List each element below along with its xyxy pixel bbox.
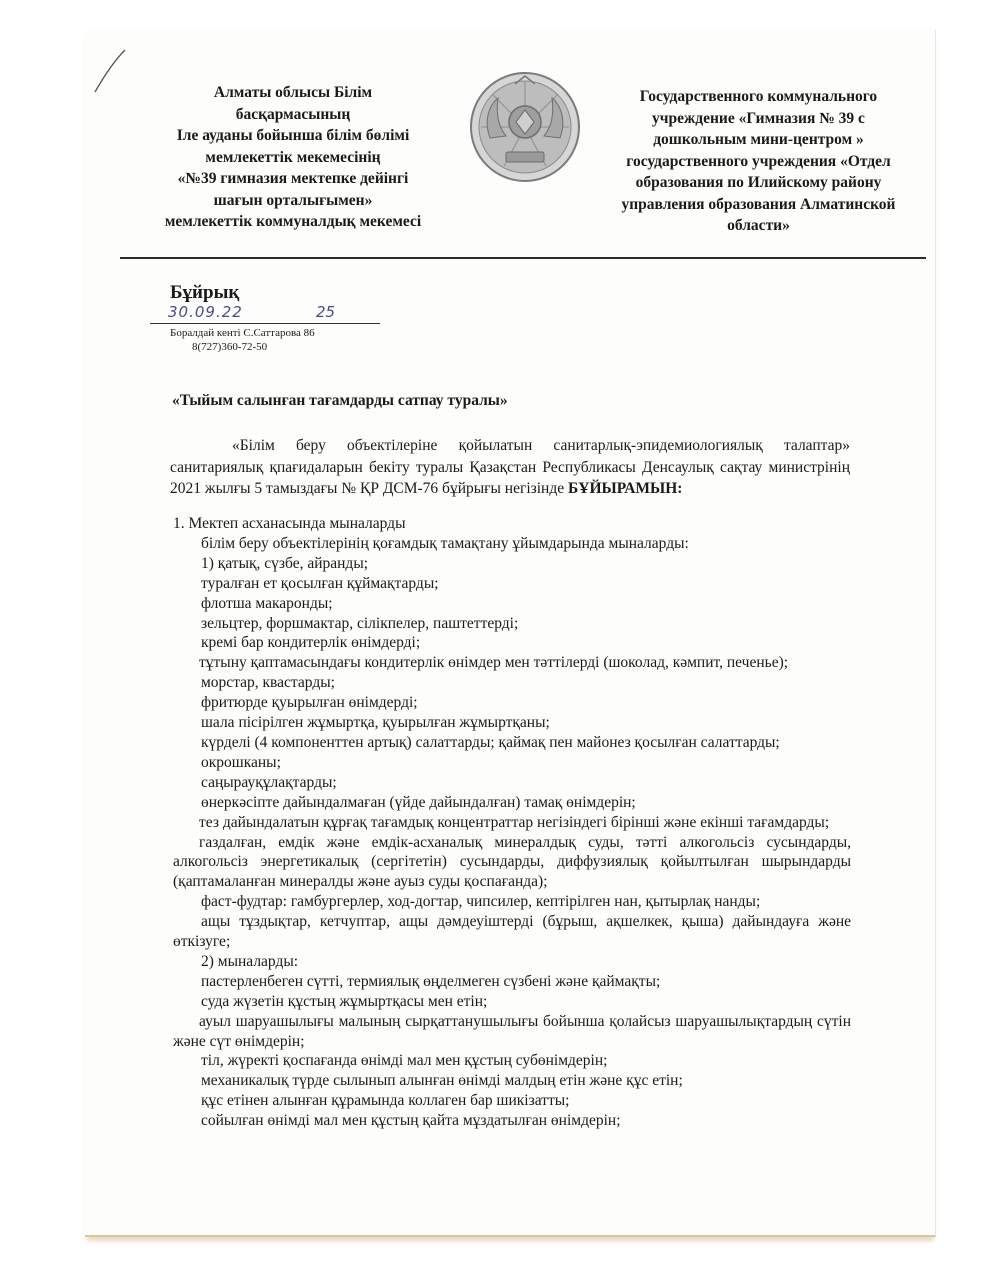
header-left-line: мемлекеттік мекемесінің <box>205 148 381 166</box>
header-right-line: образования по Илийскому району <box>635 174 882 191</box>
list-item: құс етінен алынған құрамында коллаген бар шикізатты; <box>201 1092 570 1110</box>
order-address <box>170 326 315 354</box>
list-item: суда жүзетін құстың жұмыртқасы мен етін; <box>201 992 488 1010</box>
list-item: сойылған өнімді мал мен құстың қайта мұздатылған өнімдерін; <box>201 1112 621 1130</box>
header-right-line: государственного учреждения «Отдел <box>626 152 891 170</box>
list-item: туралған ет қосылған құймақтарды; <box>201 574 439 592</box>
state-emblem-icon <box>466 68 584 186</box>
list-item: флотша макаронды; <box>201 594 333 612</box>
list-item: механикалық түрде сылынып алынған өнімді малдың етін және құс етін; <box>201 1072 683 1090</box>
order-title: Бұйрық <box>170 282 240 303</box>
header-left-line: Іле ауданы бойынша білім бөлімі <box>176 127 410 144</box>
prohibited-foods-list <box>173 514 851 1131</box>
list-item: күрделі (4 компоненттен артық) салаттарды; қаймақ пен майонез қосылған салаттарды; <box>201 733 780 751</box>
document-subject: «Тыйым салынған тағамдарды сатпау туралы» <box>172 392 508 409</box>
address-line: Боралдай кенті С.Саттарова 86 <box>170 327 315 339</box>
list-item: морстар, квастарды; <box>201 674 335 692</box>
list-item: кремі бар кондитерлік өнімдерді; <box>201 634 421 652</box>
header-left-line: басқармасының <box>235 105 351 123</box>
list-item: тез дайындалатын құрғақ тағамдық концентраттар негізіндегі бірінші және екінші тағамдарды; <box>199 813 830 831</box>
order-underline <box>150 323 380 324</box>
preamble-command: БҰЙЫРАМЫН: <box>568 480 683 497</box>
list-item: тіл, жүректі қоспағанда өнімді мал мен құстың субөнімдерін; <box>201 1052 608 1070</box>
list-item: фритюрде қуырылған өнімдерді; <box>201 694 418 712</box>
header-left-organization <box>118 82 468 233</box>
list-item: зельцтер, форшмактар, сілікпелер, паштеттерді; <box>201 614 519 632</box>
list-item: 1) қатық, сүзбе, айранды; <box>201 554 369 572</box>
header-left-line: мемлекеттік коммуналдық мекемесі <box>164 213 422 230</box>
list-item: шала пісірілген жұмыртқа, қуырылған жұмыртқаны; <box>201 714 550 732</box>
header-left-line: «№39 гимназия мектепке дейінгі <box>177 170 409 187</box>
list-item: саңырауқұлақтарды; <box>201 773 337 791</box>
list-item: газдалған, емдік және емдік-асханалық минералдық суды, тәтті алкогольсіз сусындарды, алкогольсіз энергетикалық (сергітетін) сусындарды, диффузиялық қойылтылған шырындарды (қаптамаланған минералды және ауыз суды қоспағанда); <box>173 833 851 891</box>
header-right-line: Государственного коммунального <box>639 88 878 105</box>
list-item: тұтыну қаптамасындағы кондитерлік өнімдер мен тәттілерді (шоколад, кәмпит, печенье); <box>199 654 789 672</box>
order-date: 30.09.22 <box>168 303 243 321</box>
phone-line: 8(727)360-72-50 <box>192 341 268 353</box>
header-right-line: дошкольным мини-центром » <box>653 131 864 148</box>
document-preamble <box>170 435 850 500</box>
list-item: пастерленбеген сүтті, термиялық өңделмеген сүзбені және қаймақты; <box>201 972 661 990</box>
header-right-line: области» <box>727 217 790 234</box>
header-right-organization <box>596 86 921 237</box>
preamble-text: «Білім беру объектілеріне қойылатын санитарлық-эпидемиологиялық талаптар» санитариялық қпағидаларын бекіту туралы Қазақстан Республикасы Денсаулық сақтау министрінің 2021 жылғы 5 тамыздағы № ҚР ДСМ-76 бұйрығы негізінде <box>170 437 850 497</box>
list-item: өнеркәсіпте дайындалмаған (үйде дайындалған) тамақ өнімдерін; <box>201 793 636 811</box>
header-right-line: учреждение «Гимназия № 39 с <box>652 109 865 127</box>
list-item: 1. Мектеп асханасында мыналарды <box>173 515 406 532</box>
header-divider <box>120 257 926 259</box>
list-item: білім беру объектілерінің қоғамдық тамақтану ұйымдарында мыналарды: <box>201 534 689 552</box>
list-item: 2) мыналарды: <box>201 952 299 970</box>
list-item: фаст-фудтар: гамбургерлер, ход-догтар, чипсилер, кептірілген нан, қытырлақ нанды; <box>201 893 761 911</box>
list-item: окрошканы; <box>201 753 281 771</box>
header-right-line: управления образования Алматинской <box>621 195 896 213</box>
header-left-line: шағын орталығымен» <box>213 191 373 209</box>
list-item: ащы тұздықтар, кетчуптар, ащы дәмдеуіштерді (бұрыш, ақшелкек, қыша) дайындауға және өткізуге; <box>173 913 851 951</box>
list-item: ауыл шаруашылығы малының сырқаттанушылығы бойынша қолайсыз шаруашылықтардың сүтін және сүт өнімдерін; <box>173 1012 851 1050</box>
order-number: 25 <box>316 303 336 321</box>
header-left-line: Алматы облысы Білім <box>213 84 373 101</box>
